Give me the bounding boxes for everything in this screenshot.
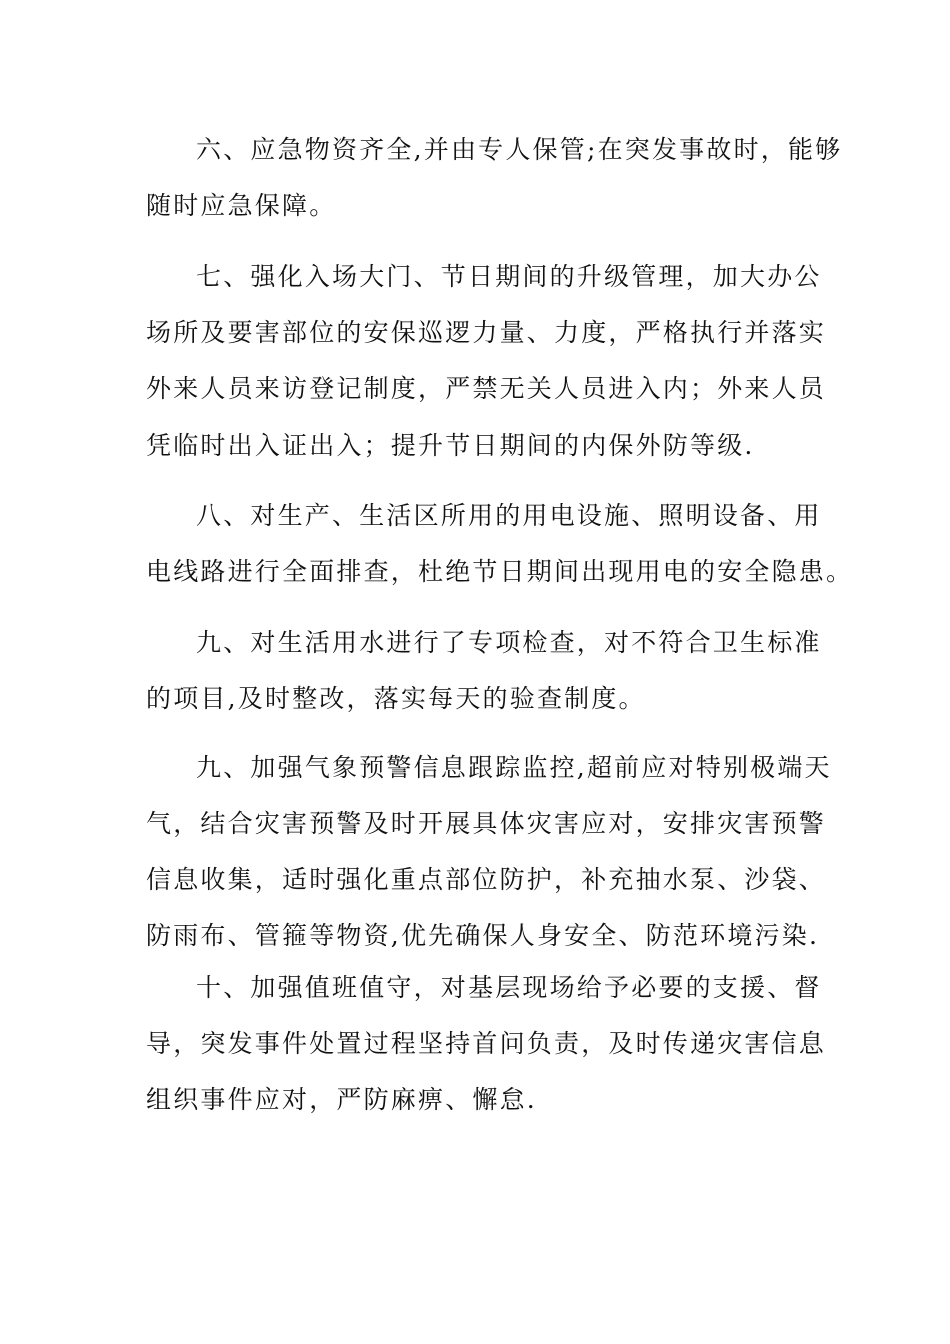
paragraph-line: 电线路进行全面排查，杜绝节日期间出现用电的安全隐患。 [146,557,854,586]
paragraph-line: 九、加强气象预警信息跟踪监控,超前应对特别极端天 [196,753,832,782]
paragraph-line: 外来人员来访登记制度，严禁无关人员进入内；外来人员 [146,374,827,403]
paragraph-line: 信息收集，适时强化重点部位防护，补充抽水泵、沙袋、 [146,865,827,894]
paragraph-line: 导，突发事件处置过程坚持首问负责，及时传递灾害信息 [146,1029,827,1058]
paragraph-line: 气，结合灾害预警及时开展具体灾害应对，安排灾害预警 [146,809,827,838]
paragraph-line: 十、加强值班值守，对基层现场给予必要的支援、督 [196,973,822,1002]
paragraph-line: 七、强化入场大门、节日期间的升级管理，加大办公 [196,262,822,291]
paragraph-line: 组织事件应对，严防麻痹、懈怠. [146,1085,537,1114]
paragraph-line: 随时应急保障。 [146,191,337,220]
paragraph-line: 场所及要害部位的安保巡逻力量、力度，严格执行并落实 [146,318,827,347]
paragraph-line: 六、应急物资齐全,并由专人保管;在突发事故时，能够 [196,135,843,164]
paragraph-line: 的项目,及时整改，落实每天的验查制度。 [146,684,646,713]
paragraph-line: 八、对生产、生活区所用的用电设施、照明设备、用 [196,501,822,530]
paragraph-line: 防雨布、管箍等物资,优先确保人身安全、防范环境污染. [146,921,820,950]
paragraph-line: 凭临时出入证出入；提升节日期间的内保外防等级. [146,431,755,460]
paragraph-line: 九、对生活用水进行了专项检查，对不符合卫生标准 [196,628,822,657]
